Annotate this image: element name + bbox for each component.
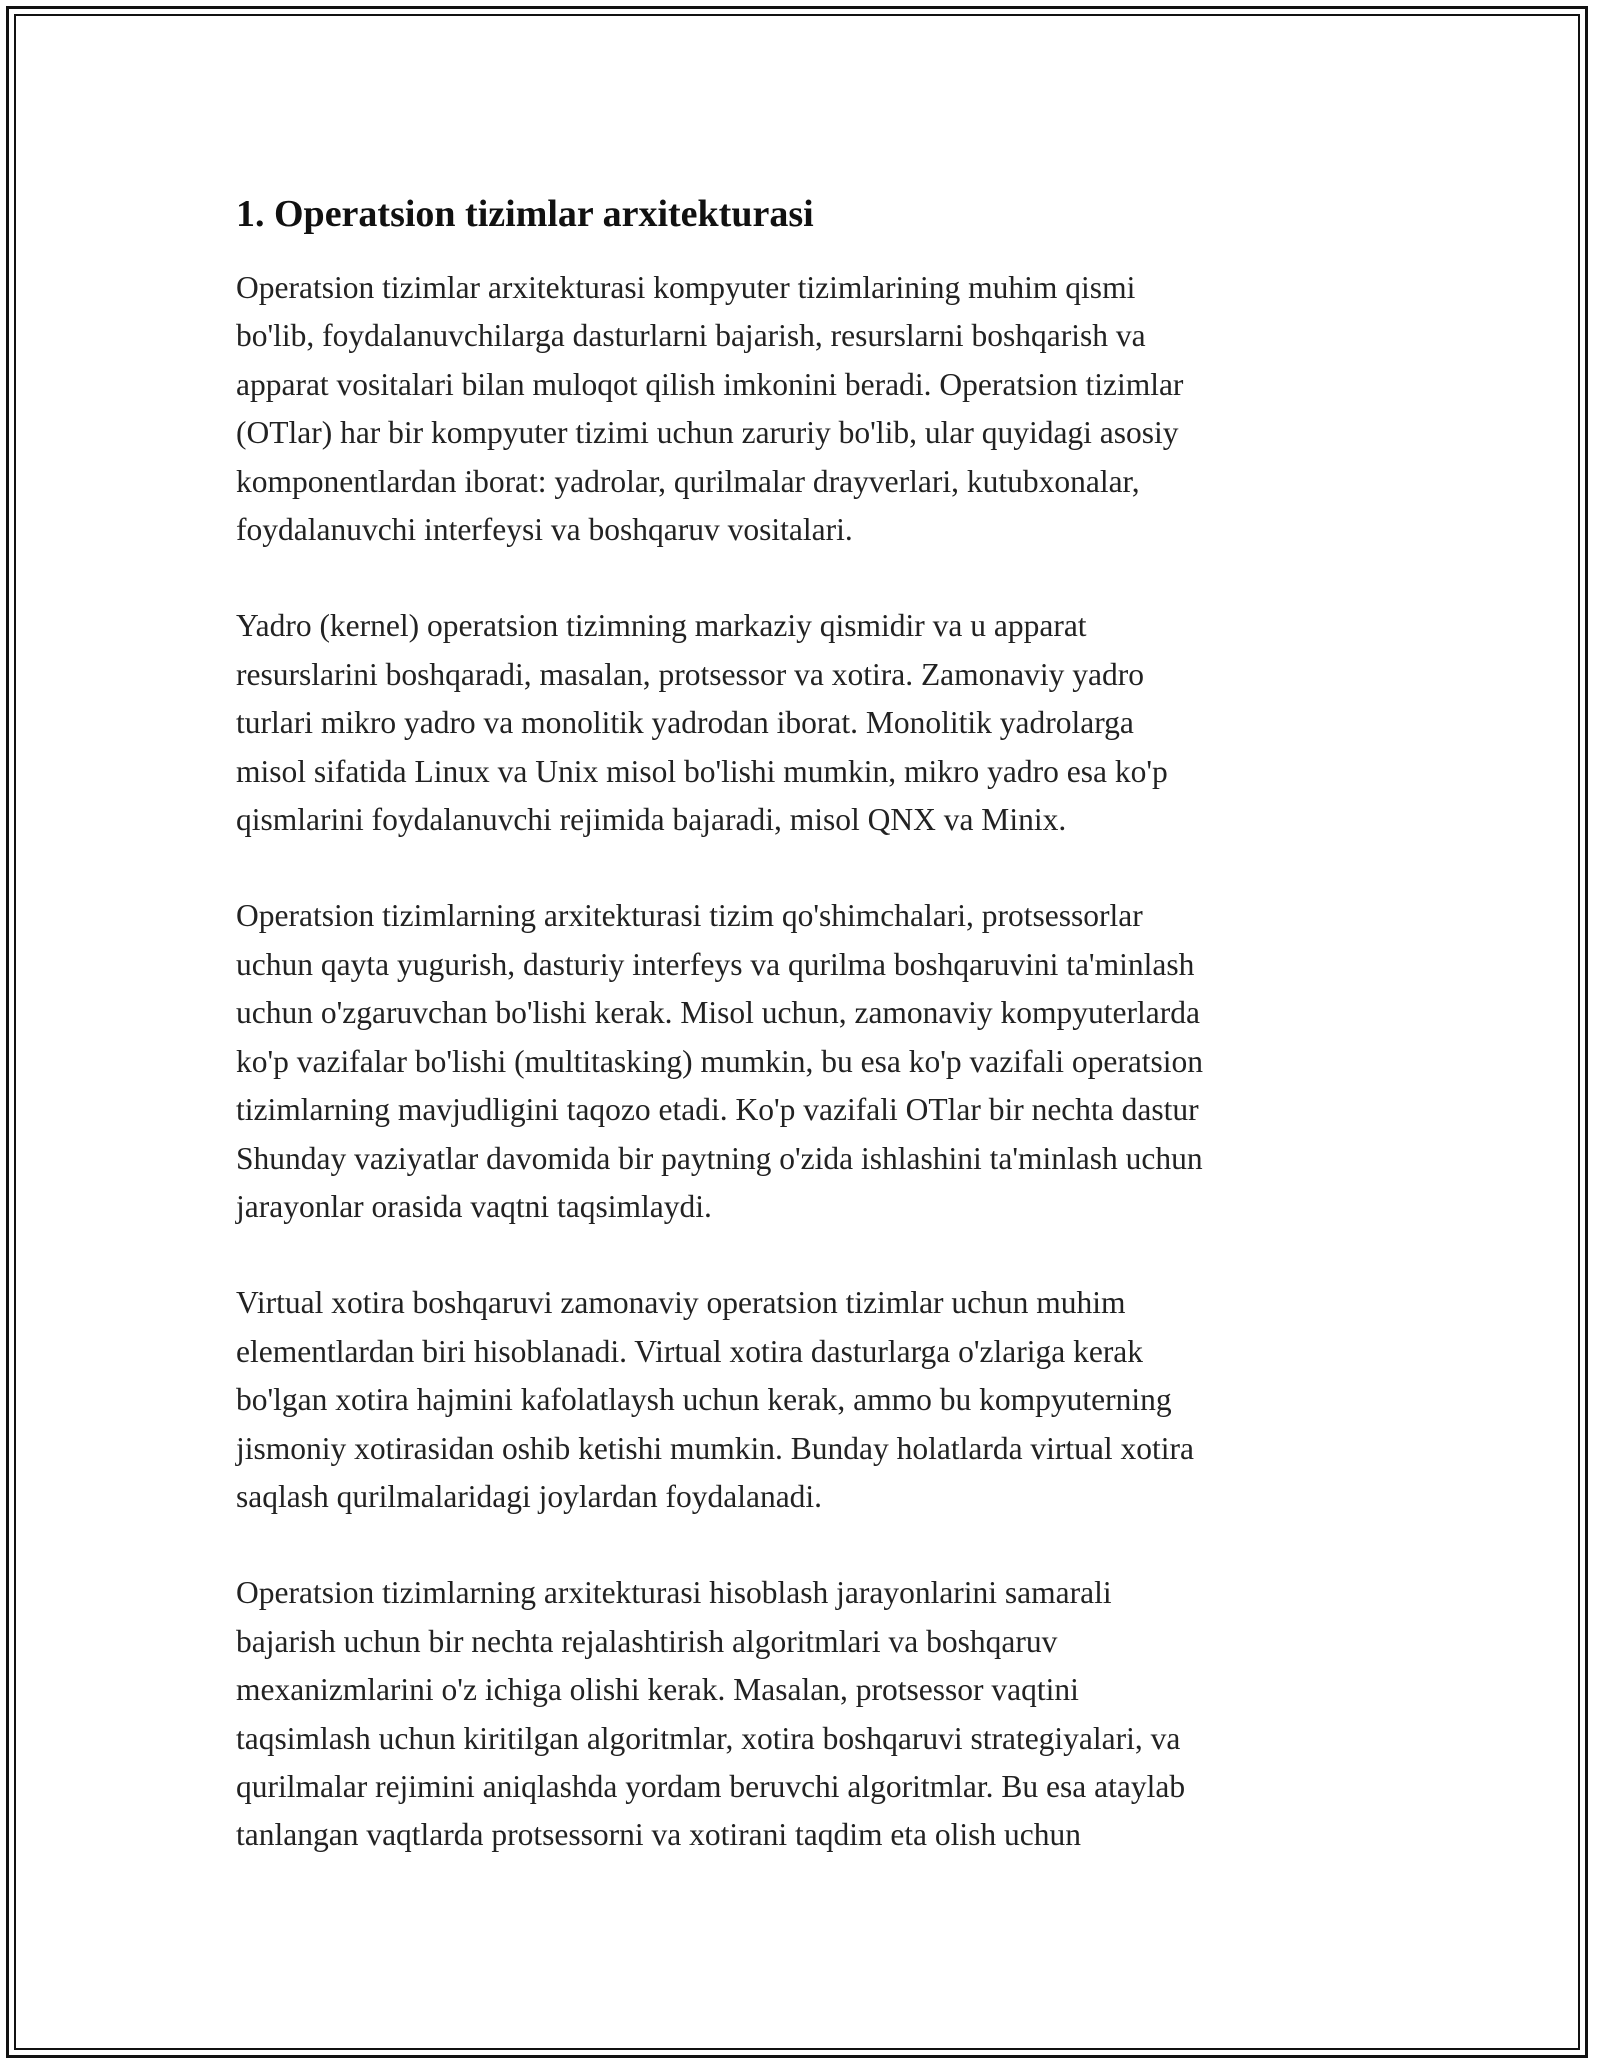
text-line: apparat vositalari bilan muloqot qilish imkonini beradi. Operatsion tizimlar [236, 366, 1184, 402]
text-line: Yadro (kernel) operatsion tizimning markaziy qismidir va u apparat [236, 608, 1087, 644]
text-line: Virtual xotira boshqaruvi zamonaviy operatsion tizimlar uchun muhim [236, 1285, 1126, 1321]
text-line: turlari mikro yadro va monolitik yadrodan iborat. Monolitik yadrolarga [236, 705, 1134, 741]
text-line: uchun o'zgaruvchan bo'lishi kerak. Misol uchun, zamonaviy kompyuterlarda [236, 995, 1200, 1031]
section-heading: 1. Operatsion tizimlar arxitekturasi [236, 193, 814, 235]
text-line: ko'p vazifalar bo'lishi (multitasking) mumkin, bu esa ko'p vazifali operatsion [236, 1043, 1204, 1079]
text-line: Operatsion tizimlarning arxitekturasi hisoblash jarayonlarini samarali [236, 1575, 1112, 1611]
text-line: taqsimlash uchun kiritilgan algoritmlar, xotira boshqaruvi strategiyalari, va [236, 1720, 1181, 1756]
text-line: Operatsion tizimlarning arxitekturasi tizim qo'shimchalari, protsessorlar [236, 898, 1143, 934]
text-line: qismlarini foydalanuvchi rejimida bajaradi, misol QNX va Minix. [236, 802, 1067, 838]
text-line: saqlash qurilmalaridagi joylardan foydalanadi. [236, 1478, 823, 1514]
paragraph [236, 892, 1366, 1231]
paragraph [236, 602, 1366, 844]
paragraph-list [236, 264, 1366, 1860]
text-line: qurilmalar rejimini aniqlashda yordam beruvchi algoritmlar. Bu esa ataylab [236, 1768, 1186, 1804]
document-body [236, 186, 1366, 1908]
text-line: resurslarini boshqaradi, masalan, protsessor va xotira. Zamonaviy yadro [236, 656, 1144, 692]
text-line: foydalanuvchi interfeysi va boshqaruv vositalari. [236, 512, 853, 548]
text-line: elementlardan biri hisoblanadi. Virtual xotira dasturlarga o'zlariga kerak [236, 1333, 1144, 1369]
text-line: jarayonlar orasida vaqtni taqsimlaydi. [236, 1188, 712, 1224]
paragraph [236, 1279, 1366, 1521]
text-line: bo'lib, foydalanuvchilarga dasturlarni bajarish, resurslarni boshqarish va [236, 318, 1146, 354]
text-line: bajarish uchun bir nechta rejalashtirish algoritmlari va boshqaruv [236, 1623, 1058, 1659]
paragraph [236, 1569, 1366, 1859]
text-line: Operatsion tizimlar arxitekturasi kompyuter tizimlarining muhim qismi [236, 270, 1136, 305]
text-line: tizimlarning mavjudligini taqozo etadi. Ko'p vazifali OTlar bir nechta dastur [236, 1092, 1199, 1128]
text-line: misol sifatida Linux va Unix misol bo'lishi mumkin, mikro yadro esa ko'p [236, 753, 1168, 789]
text-line: Shunday vaziyatlar davomida bir paytning o'zida ishlashini ta'minlash uchun [236, 1140, 1203, 1176]
text-line: komponentlardan iborat: yadrolar, qurilmalar drayverlari, kutubxonalar, [236, 463, 1140, 499]
text-line: uchun qayta yugurish, dasturiy interfeys va qurilma boshqaruvini ta'minlash [236, 946, 1195, 982]
text-line: mexanizmlarini o'z ichiga olishi kerak. Masalan, protsessor vaqtini [236, 1672, 1079, 1708]
text-line: bo'lgan xotira hajmini kafolatlaysh uchun kerak, ammo bu kompyuterning [236, 1382, 1172, 1418]
text-line: jismoniy xotirasidan oshib ketishi mumkin. Bunday holatlarda virtual xotira [236, 1430, 1194, 1466]
paragraph [236, 264, 1366, 554]
text-line: tanlangan vaqtlarda protsessorni va xotirani taqdim eta olish uchun [236, 1817, 1082, 1853]
text-line: (OTlar) har bir kompyuter tizimi uchun zaruriy bo'lib, ular quyidagi asosiy [236, 415, 1179, 451]
